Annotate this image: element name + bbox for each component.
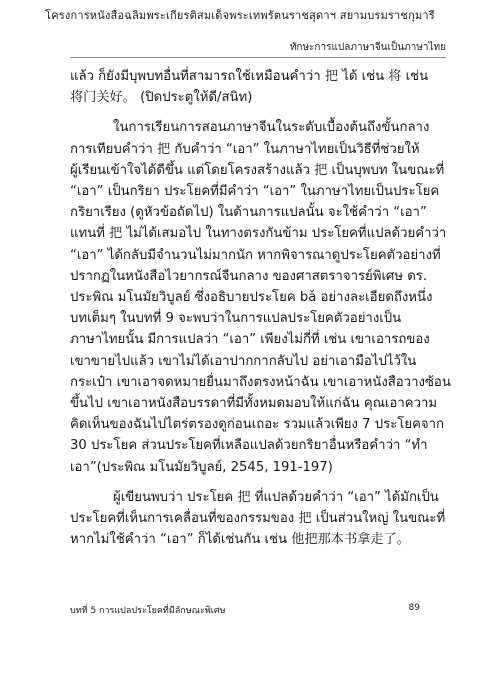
text-line: ขึ้นไป เขาเอาหนังสือบรรดาที่มีทั้งหมดมอบให้แก่ฉัน คุณเอาความ: [70, 396, 438, 412]
text-line: ปรากฏในหนังสือไวยากรณ์จีนกลาง ของศาสตราจารย์พิเศษ ดร.: [70, 268, 428, 284]
series-banner: โครงการหนังสือฉลิมพระเกียรติสมเด็จพระเทพรัตนราชสุดาฯ สยามบรมราชกุมารี: [45, 9, 435, 22]
text-line: ผู้เขียนพบว่า ประโยค 把 ที่แปลด้วยคำว่า “เอา” ได้มักเป็น: [113, 489, 439, 505]
text-line: เขาขายไปแล้ว เขาไม่ได้เอาปากกากลับไป อย่าเอามือไปไว้ใน: [70, 353, 417, 369]
page-footer: [70, 603, 420, 617]
paragraph-2: [70, 117, 450, 477]
section-header: ทักษะการแปลภาษาจีนเป็นภาษาไทย: [289, 42, 446, 53]
text-line: ในการเรียนการสอนภาษาจีนในระดับเบื้องต้นถึงขั้นกลาง: [113, 120, 430, 136]
text-line: 30 ประโยค ส่วนประโยคที่เหลือแปลด้วยกริยาอื่นหรือคำว่า “ทำ: [70, 438, 428, 454]
text-line: กระเป๋า เขาเอาจดหมายยื่นมาถึงตรงหน้าฉัน เขาเอาหนังสือวางซ้อน: [70, 374, 451, 390]
text-line: คิดเห็นของฉันไปไตร่ตรองดูก่อนเถอะ รวมแล้วเพียง 7 ประโยคจาก: [70, 417, 445, 433]
text-line: ประพิณ มโนมัยวิบูลย์ ซึ่งอธิบายประโยค bǎ อย่างละเอียดถึงหนึ่ง: [70, 290, 433, 306]
text-line: การเทียบคำว่า 把 กับคำว่า “เอา” ในภาษาไทยเป็นวิธีที่ช่วยให้: [70, 141, 420, 157]
paragraph-3: [70, 487, 450, 551]
chapter-label: บทที่ 5 การแปลประโยคที่มีลักษณะพิเศษ: [70, 606, 226, 616]
body-text: [70, 66, 450, 550]
text-line: แล้ว ก็ยังมีบุพบทอื่นที่สามารถใช้เหมือนคำว่า 把 ได้ เช่น 将 เช่น: [70, 69, 429, 84]
text-line: 将门关好。 (ปิดประตูให้ดี/สนิท): [70, 90, 253, 106]
text-line: หากไม่ใช้คำว่า “เอา” ก็ได้เช่นกัน เช่น 他把那本书拿走了。: [70, 532, 410, 548]
header-rule: [70, 57, 446, 58]
text-line: “เอา” เป็นกริยา ประโยคที่มีคำว่า “เอา” ในภาษาไทยเป็นประโยค: [70, 184, 440, 200]
text-line: กริยาเรียง (ดูหัวข้อถัดไป) ในด้านการแปลนั้น จะใช้คำว่า “เอา”: [70, 205, 427, 221]
text-line: “เอา” ได้กลับมีจำนวนไม่มากนัก หากพิจารณาดูประโยคตัวอย่างที่: [70, 247, 441, 263]
text-line: ประโยคที่เห็นการเคลื่อนที่ของกรรมของ 把 เป็นส่วนใหญ่ ในขณะที่: [70, 511, 446, 527]
paragraph-1: [70, 66, 450, 108]
text-line: ภาษาไทยนั้น มีการแปลว่า “เอา” เพียงไม่กี่ที่ เช่น เขาเอารถของ: [70, 332, 430, 348]
text-line: ผู้เรียนเข้าใจได้ดีขึ้น แต่โดยโครงสร้างแล้ว 把 เป็นบุพบท ในขณะที่: [70, 162, 445, 178]
text-line: บทเต็มๆ ในบทที่ 9 จะพบว่าในการแปลประโยคตัวอย่างเป็น: [70, 311, 402, 327]
page-number: 89: [408, 603, 420, 613]
text-line: เอา”(ประพิณ มโนมัยวิบูลย์, 2545, 191-197): [70, 459, 333, 475]
text-line: แทนที่ 把 ไม่ได้เสมอไป ในทางตรงกันข้าม ประโยคที่แปลด้วยคำว่า: [70, 226, 447, 242]
